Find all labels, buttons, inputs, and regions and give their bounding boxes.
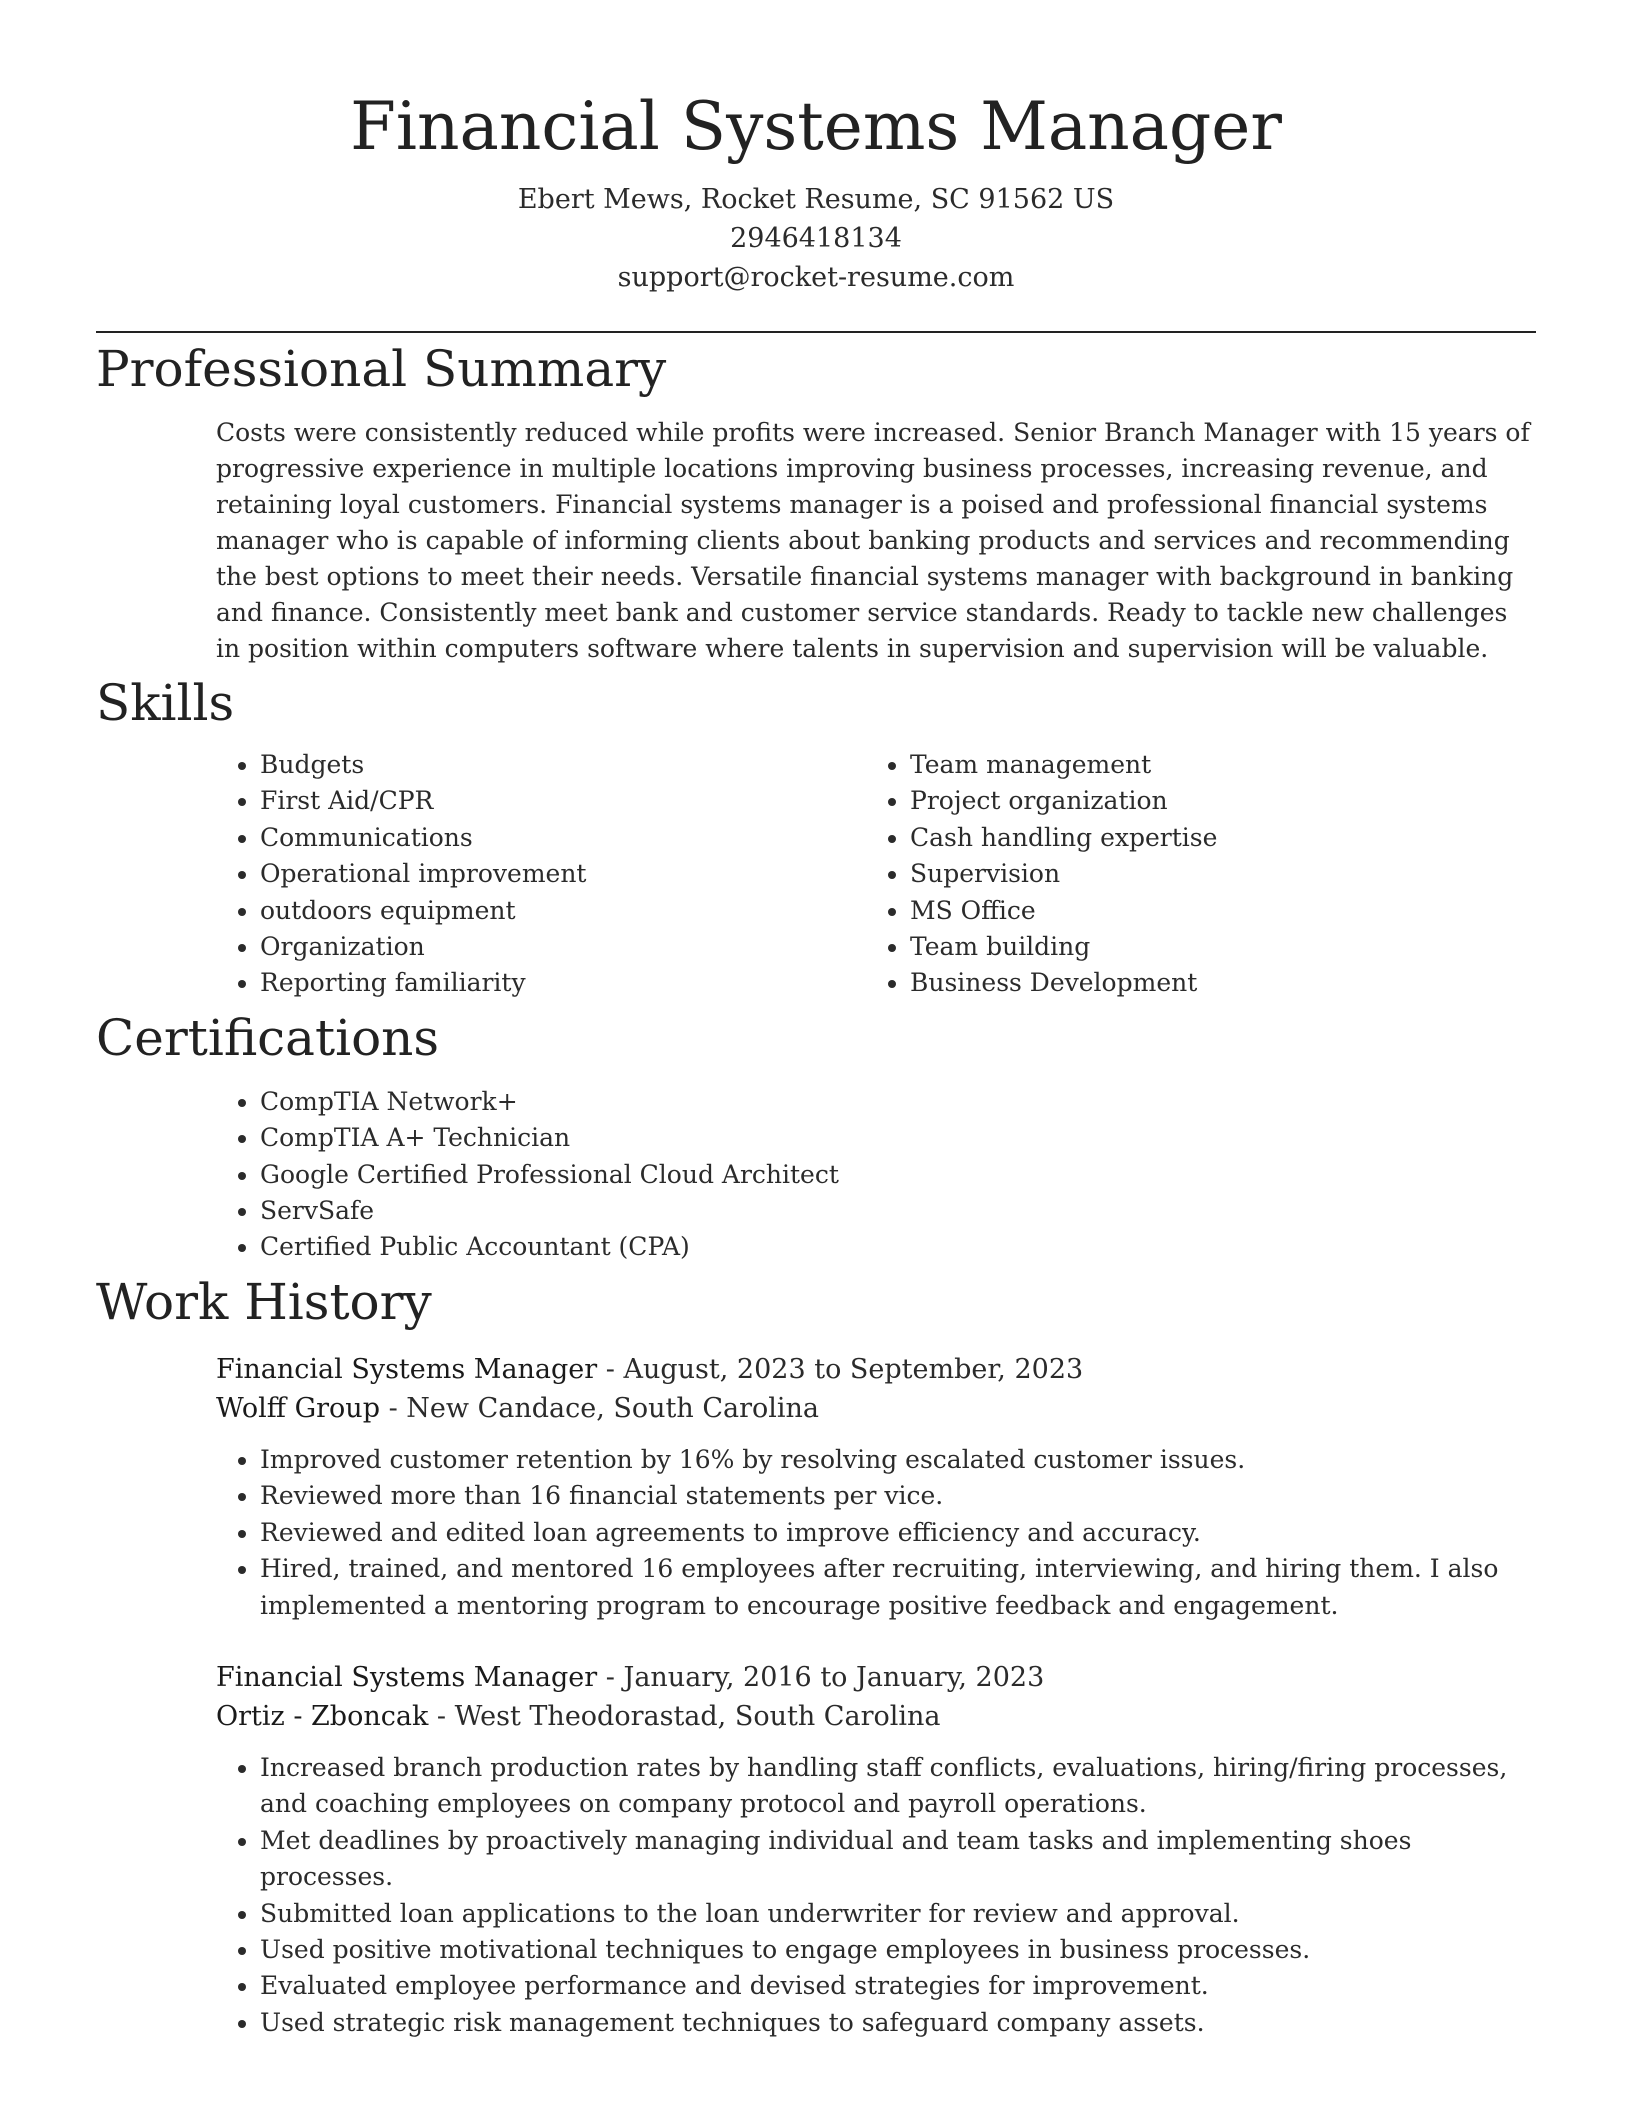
job-role: Financial Systems Manager (216, 1661, 598, 1693)
job-bullets (216, 1750, 1536, 2041)
job-bullet: • Evaluated employee performance and devised strategies for improvement. (260, 1968, 1536, 2004)
job-company: Ortiz - Zboncak (216, 1700, 429, 1732)
skills-column-right (866, 747, 1516, 1002)
job-dates: - August, 2023 to September, 2023 (597, 1353, 1084, 1385)
job-entry (216, 1350, 1536, 1624)
skill-item: • Project organization (910, 783, 1516, 819)
candidate-name: Financial Systems Manager (350, 88, 1282, 165)
summary-heading: Professional Summary (96, 340, 667, 398)
contact-phone: 2946418134 (730, 223, 902, 254)
contact-block (96, 180, 1536, 297)
skills-list-left (216, 747, 866, 1002)
skill-item: • Team management (910, 747, 1516, 783)
job-location: - West Theodorastad, South Carolina (428, 1700, 941, 1732)
job-bullet: • Increased branch production rates by handling staff conflicts, evaluations, hiring/firing processes, and coaching employees on company protocol and payroll operations. (260, 1750, 1536, 1823)
certifications-list-wrap (216, 1084, 1536, 1266)
contact-email: support@rocket-resume.com (617, 262, 1015, 293)
certification-item: • Google Certified Professional Cloud Architect (260, 1157, 1536, 1193)
job-entry (216, 1658, 1536, 2041)
skill-item: • Cash handling expertise (910, 820, 1516, 856)
job-bullet: • Used strategic risk management techniques to safeguard company assets. (260, 2005, 1536, 2041)
job-location: - New Candace, South Carolina (379, 1392, 819, 1424)
certification-item: • ServSafe (260, 1193, 1536, 1229)
job-company-line (216, 1389, 1536, 1428)
certifications-heading: Certifications (96, 1008, 440, 1067)
job-bullet: • Used positive motivational techniques to engage employees in business processes. (260, 1932, 1536, 1968)
skill-item: • Supervision (910, 856, 1516, 892)
job-bullet: • Reviewed more than 16 financial statements per vice. (260, 1478, 1536, 1514)
skill-item: • Organization (260, 929, 866, 965)
skill-item: • outdoors equipment (260, 893, 866, 929)
skills-grid (216, 747, 1536, 1002)
job-bullets (216, 1442, 1536, 1624)
skill-item: • Business Development (910, 965, 1516, 1001)
job-role: Financial Systems Manager (216, 1353, 598, 1385)
skill-item: • Reporting familiarity (260, 965, 866, 1001)
skill-item: • Budgets (260, 747, 866, 783)
skills-column-left (216, 747, 866, 1002)
skill-item: • MS Office (910, 893, 1516, 929)
job-bullet: • Hired, trained, and mentored 16 employees after recruiting, interviewing, and hiring them. I also implemented a mentoring program to encourage positive feedback and engagement. (260, 1551, 1536, 1624)
certification-item: • CompTIA Network+ (260, 1084, 1536, 1120)
summary-text: Costs were consistently reduced while profits were increased. Senior Branch Manager with 15 years of progressive experience in multiple locations improving business processes, increasing revenue, and retaining loyal customers. Financial systems manager is a poised and professional financial systems manager who is capable of informing clients about banking products and services and recommending the best options to meet their needs. Versatile financial systems manager with background in banking and finance. Consistently meet bank and customer service standards. Ready to tackle new challenges in position within computers software where talents in supervision and supervision will be valuable. (216, 418, 1530, 663)
work-history-heading: Work History (96, 1272, 432, 1331)
certifications-list (216, 1084, 1536, 1266)
skills-heading: Skills (96, 674, 235, 732)
skill-item: • First Aid/CPR (260, 783, 866, 819)
certification-item: • Certified Public Accountant (CPA) (260, 1229, 1536, 1265)
job-company-line (216, 1697, 1536, 1736)
skill-item: • Operational improvement (260, 856, 866, 892)
job-bullet: • Improved customer retention by 16% by resolving escalated customer issues. (260, 1442, 1536, 1478)
skill-item: • Team building (910, 929, 1516, 965)
skills-list-right (866, 747, 1516, 1002)
certification-item: • CompTIA A+ Technician (260, 1120, 1536, 1156)
contact-address: Ebert Mews, Rocket Resume, SC 91562 US (517, 184, 1115, 215)
job-dates: - January, 2016 to January, 2023 (597, 1661, 1045, 1693)
job-title-line (216, 1350, 1536, 1389)
resume-page (96, 0, 1536, 2041)
job-bullet: • Submitted loan applications to the loan underwriter for review and approval. (260, 1896, 1536, 1932)
job-title-line (216, 1658, 1536, 1697)
skill-item: • Communications (260, 820, 866, 856)
job-bullet: • Reviewed and edited loan agreements to improve efficiency and accuracy. (260, 1515, 1536, 1551)
resume-header (96, 0, 1536, 297)
job-company: Wolff Group (216, 1392, 380, 1424)
job-bullet: • Met deadlines by proactively managing individual and team tasks and implementing shoes processes. (260, 1823, 1536, 1896)
